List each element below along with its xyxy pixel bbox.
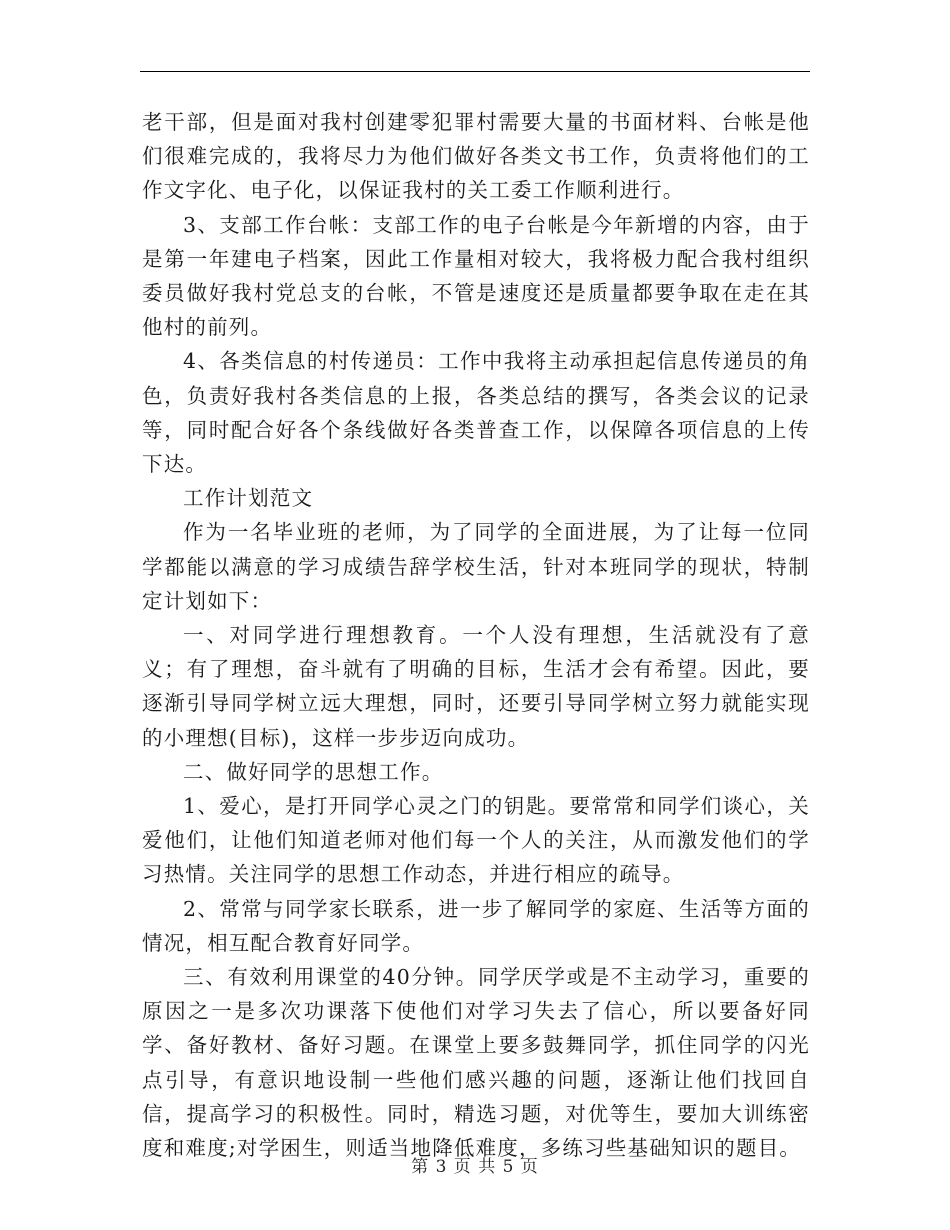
paragraph: 4、各类信息的村传递员：工作中我将主动承担起信息传递员的角色，负责好我村各类信息的上报，各类总结的撰写，各类会议的记录等，同时配合好各个条线做好各类普查工作，以保障各项信息的上传下达。 bbox=[142, 349, 810, 477]
page-number: 第 3 页 共 5 页 bbox=[411, 1157, 539, 1177]
paragraph: 一、对同学进行理想教育。一个人没有理想，生活就没有了意义；有了理想，奋斗就有了明确的目标，生活才会有希望。因此，要逐渐引导同学树立远大理想，同时，还要引导同学树立努力就能实现的小理想(目标)，这样一步步迈向成功。 bbox=[142, 623, 810, 750]
paragraph: 三、有效利用课堂的40分钟。同学厌学或是不主动学习，重要的原因之一是多次功课落下使他们对学习失去了信心，所以要备好同学、备好教材、备好习题。在课堂上要多鼓舞同学，抓住同学的闪光点引导，有意识地设制一些他们感兴趣的问题，逐渐让他们找回自信，提高学习的积极性。同时，精选习题，对优等生，要加大训练密度和难度;对学困生，则适当地降低难度，多练习些基础知识的题目。 bbox=[142, 965, 810, 1161]
section-heading: 工作计划范文 bbox=[183, 486, 314, 511]
paragraph: 二、做好同学的思想工作。 bbox=[183, 759, 444, 784]
header-rule bbox=[140, 71, 810, 72]
paragraph: 3、支部工作台帐：支部工作的电子台帐是今年新增的内容，由于是第一年建电子档案，因此工作量相对较大，我将极力配合我村组织委员做好我村党总支的台帐，不管是速度还是质量都要争取在走在其他村的前列。 bbox=[142, 212, 810, 340]
paragraph: 作为一名毕业班的老师，为了同学的全面进展，为了让每一位同学都能以满意的学习成绩告辞学校生活，针对本班同学的现状，特制定计划如下： bbox=[142, 520, 810, 613]
paragraph: 2、常常与同学家长联系，进一步了解同学的家庭、生活等方面的情况，相互配合教育好同学。 bbox=[142, 896, 810, 955]
paragraph: 1、爱心，是打开同学心灵之门的钥匙。要常常和同学们谈心，关爱他们，让他们知道老师对他们每一个人的关注，从而激发他们的学习热情。关注同学的思想工作动态，并进行相应的疏导。 bbox=[142, 794, 810, 887]
document-body bbox=[142, 105, 810, 1165]
paragraph: 老干部，但是面对我村创建零犯罪村需要大量的书面材料、台帐是他们很难完成的，我将尽力为他们做好各类文书工作，负责将他们的工作文字化、电子化，以保证我村的关工委工作顺利进行。 bbox=[142, 110, 810, 203]
